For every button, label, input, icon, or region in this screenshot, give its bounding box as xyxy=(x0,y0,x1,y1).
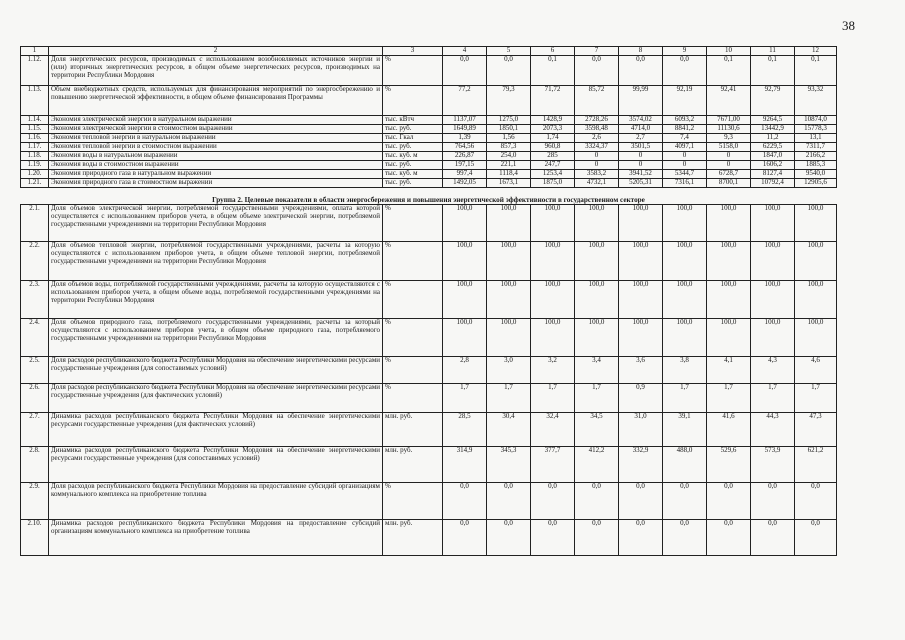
indicator-name: Доля объемов природного газа, потребляемого государственными учреждениями, расчеты за который осуществляются с использованием приборов учета, в общем объеме природного газа, потребляемого государственными учреждениями на территории Республики Мордовия xyxy=(49,319,383,357)
value-cell: 100,0 xyxy=(619,319,663,357)
value-cell: 1492,05 xyxy=(443,179,487,188)
value-cell: 3,2 xyxy=(531,357,575,384)
value-cell: 100,0 xyxy=(531,281,575,319)
value-cell: 5205,31 xyxy=(619,179,663,188)
value-cell: 412,2 xyxy=(575,447,619,483)
value-cell: 100,0 xyxy=(443,281,487,319)
value-cell: 100,0 xyxy=(443,242,487,281)
value-cell: 100,0 xyxy=(663,319,707,357)
value-cell: 34,5 xyxy=(575,413,619,447)
value-cell: 85,72 xyxy=(575,86,619,116)
indicator-name: Объем внебюджетных средств, используемых для финансирования мероприятий по энергосбережению и повышению энергетической эффективности, в общем объеме финансирования Программы xyxy=(49,86,383,116)
table-row xyxy=(21,520,837,556)
column-number-cell: 7 xyxy=(575,47,619,56)
value-cell: 13442,9 xyxy=(751,125,795,134)
value-cell: 6229,5 xyxy=(751,143,795,152)
value-cell: 100,0 xyxy=(575,281,619,319)
value-cell: 3583,2 xyxy=(575,170,619,179)
value-cell: 2728,26 xyxy=(575,116,619,125)
value-cell: 254,0 xyxy=(487,152,531,161)
value-cell: 2,7 xyxy=(619,134,663,143)
value-cell: 100,0 xyxy=(575,242,619,281)
value-cell: 6728,7 xyxy=(707,170,751,179)
value-cell: 960,8 xyxy=(531,143,575,152)
value-cell: 0,0 xyxy=(619,56,663,86)
value-cell: 1,7 xyxy=(443,384,487,413)
value-cell: 1253,4 xyxy=(531,170,575,179)
indicator-name: Экономия природного газа в натуральном выражении xyxy=(49,170,383,179)
value-cell: 0,1 xyxy=(751,56,795,86)
value-cell: 0,0 xyxy=(487,483,531,520)
table-row xyxy=(21,86,837,116)
value-cell: 77,2 xyxy=(443,86,487,116)
value-cell: 100,0 xyxy=(795,281,837,319)
table-row xyxy=(21,134,837,143)
value-cell: 100,0 xyxy=(575,205,619,242)
unit-cell: млн. руб. xyxy=(383,447,443,483)
value-cell: 31,0 xyxy=(619,413,663,447)
value-cell: 0,0 xyxy=(795,520,837,556)
table-row xyxy=(21,179,837,188)
value-cell: 100,0 xyxy=(531,205,575,242)
table-row xyxy=(21,281,837,319)
row-number: 1.14. xyxy=(21,116,49,125)
row-number: 2.2. xyxy=(21,242,49,281)
row-number: 2.1. xyxy=(21,205,49,242)
unit-cell: тыс. руб. xyxy=(383,125,443,134)
unit-cell: тыс. Гкал xyxy=(383,134,443,143)
value-cell: 0 xyxy=(575,161,619,170)
unit-cell: тыс. руб. xyxy=(383,143,443,152)
value-cell: 100,0 xyxy=(487,242,531,281)
row-number: 1.12. xyxy=(21,56,49,86)
value-cell: 100,0 xyxy=(795,205,837,242)
value-cell: 100,0 xyxy=(531,319,575,357)
value-cell: 3,0 xyxy=(487,357,531,384)
indicator-name: Динамика расходов республиканского бюджета Республики Мордовия на обеспечение энергетическими ресурсами государственные учреждения (для сопоставимых условий) xyxy=(49,447,383,483)
value-cell: 0,0 xyxy=(531,520,575,556)
value-cell: 100,0 xyxy=(663,281,707,319)
value-cell: 15778,3 xyxy=(795,125,837,134)
value-cell: 573,9 xyxy=(751,447,795,483)
indicator-name: Экономия природного газа в стоимостном выражении xyxy=(49,179,383,188)
value-cell: 764,56 xyxy=(443,143,487,152)
table-row xyxy=(21,319,837,357)
value-cell: 71,72 xyxy=(531,86,575,116)
value-cell: 100,0 xyxy=(575,319,619,357)
value-cell: 9,3 xyxy=(707,134,751,143)
column-number-cell: 6 xyxy=(531,47,575,56)
indicator-name: Экономия воды в натуральном выражении xyxy=(49,152,383,161)
value-cell: 1,7 xyxy=(575,384,619,413)
value-cell: 44,3 xyxy=(751,413,795,447)
value-cell: 100,0 xyxy=(443,319,487,357)
value-cell: 0,0 xyxy=(575,483,619,520)
value-cell: 1875,0 xyxy=(531,179,575,188)
row-number: 1.20. xyxy=(21,170,49,179)
value-cell: 0,0 xyxy=(487,56,531,86)
indicator-name: Доля энергетических ресурсов, производимых с использованием возобновляемых источников энергии и (или) вторичных энергетических ресурсов, в общем объеме энергетических ресурсов, производимых на территории Республики Мордовия xyxy=(49,56,383,86)
value-cell: 10874,0 xyxy=(795,116,837,125)
value-cell: 100,0 xyxy=(531,242,575,281)
value-cell: 100,0 xyxy=(443,205,487,242)
column-number-row xyxy=(21,47,837,56)
value-cell: 0,0 xyxy=(531,483,575,520)
column-number-cell: 11 xyxy=(751,47,795,56)
row-number: 1.15. xyxy=(21,125,49,134)
value-cell: 0,1 xyxy=(531,56,575,86)
value-cell: 345,3 xyxy=(487,447,531,483)
value-cell: 7671,00 xyxy=(707,116,751,125)
row-number: 2.8. xyxy=(21,447,49,483)
column-number-cell: 4 xyxy=(443,47,487,56)
unit-cell: тыс. куб. м xyxy=(383,170,443,179)
value-cell: 1649,89 xyxy=(443,125,487,134)
value-cell: 9540,0 xyxy=(795,170,837,179)
value-cell: 0 xyxy=(619,161,663,170)
value-cell: 100,0 xyxy=(707,205,751,242)
value-cell: 0,0 xyxy=(443,56,487,86)
column-number-cell: 12 xyxy=(795,47,837,56)
table-row xyxy=(21,205,837,242)
value-cell: 7311,7 xyxy=(795,143,837,152)
table-row xyxy=(21,413,837,447)
value-cell: 3941,52 xyxy=(619,170,663,179)
indicator-name: Доля расходов республиканского бюджета Республики Мордовия на обеспечение энергетическими ресурсами государственные учреждения (для сопоставимых условий) xyxy=(49,357,383,384)
table-row xyxy=(21,483,837,520)
value-cell: 0 xyxy=(707,161,751,170)
value-cell: 100,0 xyxy=(487,281,531,319)
value-cell: 100,0 xyxy=(751,242,795,281)
value-cell: 0,1 xyxy=(795,56,837,86)
value-cell: 3,8 xyxy=(663,357,707,384)
value-cell: 0,0 xyxy=(707,520,751,556)
value-cell: 4,1 xyxy=(707,357,751,384)
column-number-cell: 1 xyxy=(21,47,49,56)
indicator-name: Динамика расходов республиканского бюджета Республики Мордовия на обеспечение энергетическими ресурсами государственные учреждения (для фактических условий) xyxy=(49,413,383,447)
value-cell: 1,56 xyxy=(487,134,531,143)
value-cell: 100,0 xyxy=(795,319,837,357)
value-cell: 2,8 xyxy=(443,357,487,384)
value-cell: 2073,3 xyxy=(531,125,575,134)
table-row xyxy=(21,170,837,179)
indicator-name: Доля расходов республиканского бюджета Республики Мордовия на обеспечение энергетическими ресурсами государственные учреждения (для фактических условий) xyxy=(49,384,383,413)
row-number: 1.19. xyxy=(21,161,49,170)
unit-cell: % xyxy=(383,56,443,86)
unit-cell: тыс. руб. xyxy=(383,179,443,188)
value-cell: 3,4 xyxy=(575,357,619,384)
value-cell: 1,7 xyxy=(795,384,837,413)
column-number-cell: 8 xyxy=(619,47,663,56)
value-cell: 0,0 xyxy=(663,520,707,556)
value-cell: 28,5 xyxy=(443,413,487,447)
row-number: 2.5. xyxy=(21,357,49,384)
unit-cell: % xyxy=(383,357,443,384)
value-cell: 377,7 xyxy=(531,447,575,483)
unit-cell: % xyxy=(383,319,443,357)
row-number: 2.6. xyxy=(21,384,49,413)
value-cell: 100,0 xyxy=(795,242,837,281)
value-cell: 4,6 xyxy=(795,357,837,384)
column-number-cell: 9 xyxy=(663,47,707,56)
value-cell: 857,3 xyxy=(487,143,531,152)
table-row xyxy=(21,116,837,125)
value-cell: 32,4 xyxy=(531,413,575,447)
column-number-cell: 10 xyxy=(707,47,751,56)
value-cell: 1847,0 xyxy=(751,152,795,161)
value-cell: 1606,2 xyxy=(751,161,795,170)
value-cell: 3324,37 xyxy=(575,143,619,152)
value-cell: 0,0 xyxy=(619,483,663,520)
value-cell: 0,0 xyxy=(707,483,751,520)
unit-cell: % xyxy=(383,384,443,413)
value-cell: 92,41 xyxy=(707,86,751,116)
value-cell: 621,2 xyxy=(795,447,837,483)
table-row xyxy=(21,143,837,152)
value-cell: 39,1 xyxy=(663,413,707,447)
value-cell: 3501,5 xyxy=(619,143,663,152)
value-cell: 0,0 xyxy=(751,520,795,556)
row-number: 2.7. xyxy=(21,413,49,447)
row-number: 2.4. xyxy=(21,319,49,357)
table-row xyxy=(21,447,837,483)
table-row xyxy=(21,242,837,281)
value-cell: 226,87 xyxy=(443,152,487,161)
column-number-cell: 5 xyxy=(487,47,531,56)
value-cell: 3574,02 xyxy=(619,116,663,125)
value-cell: 0,0 xyxy=(487,520,531,556)
value-cell: 30,4 xyxy=(487,413,531,447)
value-cell: 1,7 xyxy=(487,384,531,413)
table-row xyxy=(21,384,837,413)
indicator-name: Экономия электрической энергии в натуральном выражении xyxy=(49,116,383,125)
group-heading-row xyxy=(21,188,837,205)
value-cell: 8700,1 xyxy=(707,179,751,188)
value-cell: 9264,5 xyxy=(751,116,795,125)
value-cell: 47,3 xyxy=(795,413,837,447)
value-cell: 92,79 xyxy=(751,86,795,116)
indicator-name: Доля объемов тепловой энергии, потребляемой государственными учреждениями, расчеты за которую осуществляются с использованием приборов учета, в общем объеме тепловой энергии, потребляемой государственными учреждениями на территории Республики Мордовия xyxy=(49,242,383,281)
value-cell: 1,7 xyxy=(663,384,707,413)
value-cell: 285 xyxy=(531,152,575,161)
value-cell: 13,1 xyxy=(795,134,837,143)
value-cell: 100,0 xyxy=(707,319,751,357)
value-cell: 1118,4 xyxy=(487,170,531,179)
value-cell: 1850,1 xyxy=(487,125,531,134)
value-cell: 100,0 xyxy=(707,281,751,319)
unit-cell: % xyxy=(383,483,443,520)
value-cell: 4,3 xyxy=(751,357,795,384)
value-cell: 5344,7 xyxy=(663,170,707,179)
value-cell: 488,0 xyxy=(663,447,707,483)
value-cell: 0 xyxy=(575,152,619,161)
value-cell: 0,0 xyxy=(619,520,663,556)
row-number: 1.21. xyxy=(21,179,49,188)
value-cell: 3,6 xyxy=(619,357,663,384)
unit-cell: % xyxy=(383,205,443,242)
table-row xyxy=(21,125,837,134)
indicator-name: Экономия электрической энергии в стоимостном выражении xyxy=(49,125,383,134)
value-cell: 0,0 xyxy=(663,483,707,520)
value-cell: 100,0 xyxy=(619,281,663,319)
value-cell: 1,7 xyxy=(707,384,751,413)
value-cell: 0,0 xyxy=(443,520,487,556)
value-cell: 0 xyxy=(707,152,751,161)
group-2-title: Группа 2. Целевые показатели в области энергосбережения и повышения энергетической эффективности в государственном секторе xyxy=(21,188,837,205)
value-cell: 2,6 xyxy=(575,134,619,143)
value-cell: 197,15 xyxy=(443,161,487,170)
value-cell: 92,19 xyxy=(663,86,707,116)
value-cell: 5158,0 xyxy=(707,143,751,152)
value-cell: 100,0 xyxy=(663,205,707,242)
value-cell: 221,1 xyxy=(487,161,531,170)
value-cell: 1,74 xyxy=(531,134,575,143)
value-cell: 0 xyxy=(619,152,663,161)
row-number: 1.17. xyxy=(21,143,49,152)
value-cell: 7,4 xyxy=(663,134,707,143)
value-cell: 0,9 xyxy=(619,384,663,413)
value-cell: 332,9 xyxy=(619,447,663,483)
table-row xyxy=(21,357,837,384)
indicator-name: Экономия тепловой энергии в стоимостном выражении xyxy=(49,143,383,152)
value-cell: 100,0 xyxy=(619,242,663,281)
row-number: 1.13. xyxy=(21,86,49,116)
value-cell: 529,6 xyxy=(707,447,751,483)
unit-cell: % xyxy=(383,242,443,281)
value-cell: 3598,48 xyxy=(575,125,619,134)
page-number: 38 xyxy=(842,18,855,33)
value-cell: 6093,2 xyxy=(663,116,707,125)
indicator-name: Доля расходов республиканского бюджета Республики Мордовия на предоставление субсидий организациям коммунального комплекса на приобретение топлива xyxy=(49,483,383,520)
value-cell: 247,7 xyxy=(531,161,575,170)
value-cell: 0 xyxy=(663,161,707,170)
value-cell: 93,32 xyxy=(795,86,837,116)
value-cell: 100,0 xyxy=(487,319,531,357)
value-cell: 12905,6 xyxy=(795,179,837,188)
unit-cell: % xyxy=(383,281,443,319)
value-cell: 4097,1 xyxy=(663,143,707,152)
indicator-name: Доля объемов воды, потребляемой государственными учреждениями, расчеты за которую осуществляются с использованием приборов учета, в общем объеме воды, потребляемой государственными учреждениями на территории Республики Мордовия xyxy=(49,281,383,319)
value-cell: 100,0 xyxy=(707,242,751,281)
unit-cell: тыс. куб. м xyxy=(383,152,443,161)
value-cell: 7316,1 xyxy=(663,179,707,188)
value-cell: 1,39 xyxy=(443,134,487,143)
value-cell: 1,7 xyxy=(531,384,575,413)
indicator-name: Доля объемов электрической энергии, потребляемой государственными учреждениями, оплата которой осуществляется с использованием приборов учета, в общем объеме электрической энергии, потребляемой государственными учреждениями на территории Республики Мордовия xyxy=(49,205,383,242)
value-cell: 0,0 xyxy=(751,483,795,520)
column-number-cell: 2 xyxy=(49,47,383,56)
indicators-table xyxy=(20,46,837,556)
value-cell: 4732,1 xyxy=(575,179,619,188)
value-cell: 100,0 xyxy=(619,205,663,242)
value-cell: 100,0 xyxy=(751,281,795,319)
unit-cell: тыс. кВтч xyxy=(383,116,443,125)
value-cell: 314,9 xyxy=(443,447,487,483)
value-cell: 1275,0 xyxy=(487,116,531,125)
value-cell: 11130,6 xyxy=(707,125,751,134)
value-cell: 4714,0 xyxy=(619,125,663,134)
table-row xyxy=(21,161,837,170)
value-cell: 41,6 xyxy=(707,413,751,447)
row-number: 2.3. xyxy=(21,281,49,319)
value-cell: 0,0 xyxy=(575,520,619,556)
unit-cell: млн. руб. xyxy=(383,520,443,556)
value-cell: 1673,1 xyxy=(487,179,531,188)
value-cell: 0,0 xyxy=(663,56,707,86)
value-cell: 997,4 xyxy=(443,170,487,179)
indicator-name: Экономия тепловой энергии в натуральном выражении xyxy=(49,134,383,143)
unit-cell: млн. руб. xyxy=(383,413,443,447)
table-row xyxy=(21,152,837,161)
value-cell: 0,0 xyxy=(795,483,837,520)
table-row xyxy=(21,56,837,86)
value-cell: 79,3 xyxy=(487,86,531,116)
indicator-name: Экономия воды в стоимостном выражении xyxy=(49,161,383,170)
value-cell: 0,0 xyxy=(443,483,487,520)
value-cell: 1885,3 xyxy=(795,161,837,170)
value-cell: 8841,2 xyxy=(663,125,707,134)
value-cell: 99,99 xyxy=(619,86,663,116)
value-cell: 100,0 xyxy=(751,205,795,242)
value-cell: 1137,07 xyxy=(443,116,487,125)
unit-cell: тыс. руб. xyxy=(383,161,443,170)
value-cell: 100,0 xyxy=(487,205,531,242)
value-cell: 11,2 xyxy=(751,134,795,143)
value-cell: 8127,4 xyxy=(751,170,795,179)
indicator-name: Динамика расходов республиканского бюджета Республики Мордовия на предоставление субсидий организациям коммунального комплекса на приобретение топлива xyxy=(49,520,383,556)
column-number-cell: 3 xyxy=(383,47,443,56)
value-cell: 1428,9 xyxy=(531,116,575,125)
value-cell: 100,0 xyxy=(751,319,795,357)
unit-cell: % xyxy=(383,86,443,116)
value-cell: 10792,4 xyxy=(751,179,795,188)
row-number: 1.18. xyxy=(21,152,49,161)
value-cell: 1,7 xyxy=(751,384,795,413)
row-number: 2.9. xyxy=(21,483,49,520)
row-number: 1.16. xyxy=(21,134,49,143)
value-cell: 2166,2 xyxy=(795,152,837,161)
value-cell: 0,0 xyxy=(575,56,619,86)
value-cell: 100,0 xyxy=(663,242,707,281)
row-number: 2.10. xyxy=(21,520,49,556)
value-cell: 0 xyxy=(663,152,707,161)
value-cell: 0,1 xyxy=(707,56,751,86)
